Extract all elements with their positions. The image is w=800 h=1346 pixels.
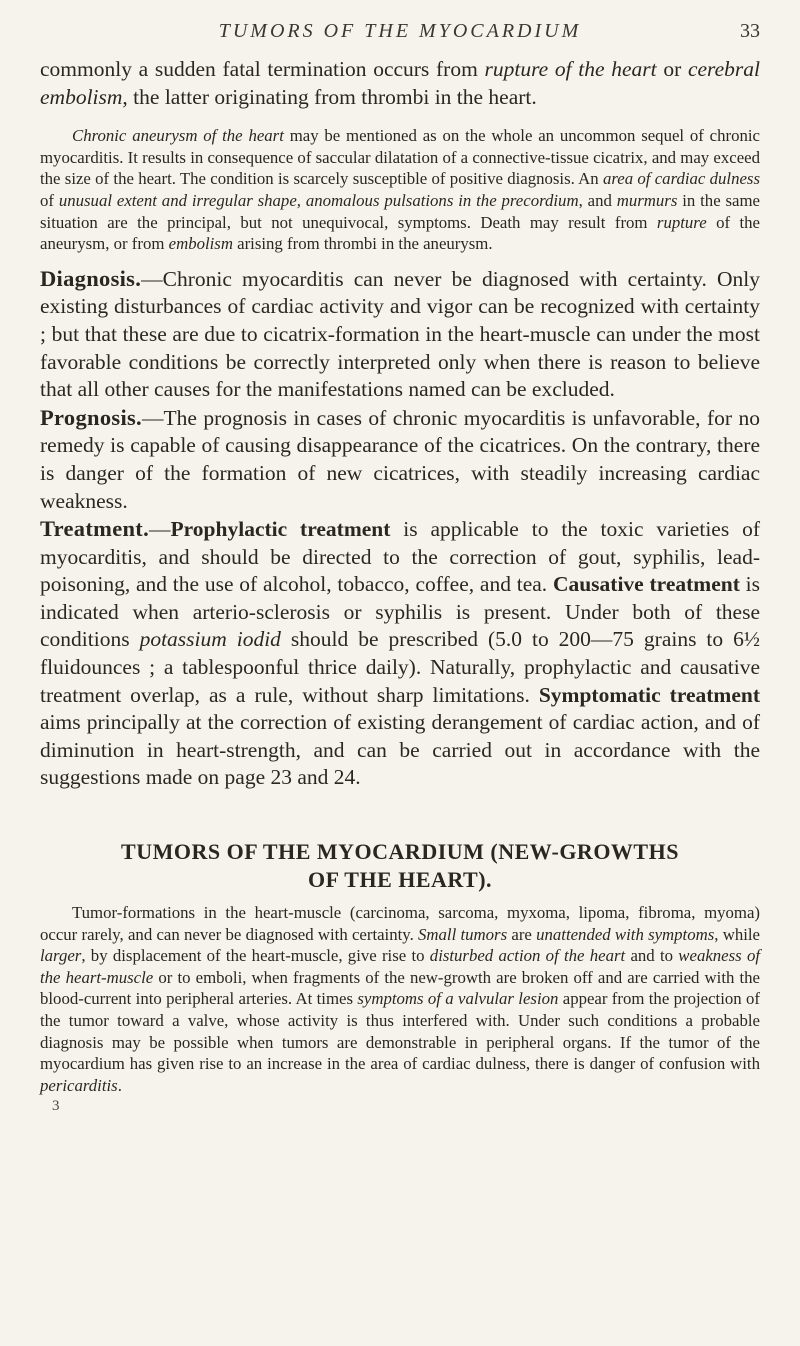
treatment-paragraph: Treatment.—Prophylactic treatment is applicable to the toxic varieties of myocarditis, and should be directed to the correction of gout, syphilis, lead-poisoning, and the use of alcohol, tobacco, coffee, and tea. Causative treatment is indicated when arterio-sclerosis or syphilis is present. Under both of these conditions potassium iodid should be prescribed (5.0 to 200—75 grains to 6½ fluidounces ; a tablespoonful thrice daily). Naturally, prophylactic and causative treatment overlap, as a rule, without sharp limitations. Symptomatic treatment aims principally at the correction of existing derangement of cardiac action, and of diminution in heart-strength, and can be carried out in accordance with the suggestions made on page 23 and 24. bbox=[40, 516, 760, 790]
running-head: TUMORS OF THE MYOCARDIUM bbox=[218, 20, 582, 42]
emphasis-rupture: rupture of the heart bbox=[484, 57, 657, 81]
page-body bbox=[40, 56, 760, 1115]
aneurysm-paragraph: Chronic aneurysm of the heart may be mentioned as on the whole an uncommon sequel of chronic myocarditis. It results in consequence of saccular dilatation of a connective-tissue cicatrix, and may exceed the size of the heart. The condition is scarcely susceptible of positive diagnosis. An area of cardiac dulness of unusual extent and irregular shape, anomalous pulsations in the precordium, and murmurs in the same situation are the principal, but not unequivocal, symptoms. Death may result from rupture of the aneurysm, or from embolism arising from thrombi in the aneurysm. bbox=[40, 126, 761, 254]
opening-paragraph: commonly a sudden fatal termination occurs from rupture of the heart or cerebral embolism, the latter originating from thrombi in the heart. bbox=[40, 57, 761, 109]
section-title: TUMORS OF THE MYOCARDIUM (NEW-GROWTHS OF THE HEART). bbox=[121, 839, 679, 893]
book-page bbox=[40, 0, 760, 1346]
diagnosis-paragraph: Diagnosis.—Chronic myocarditis can never be diagnosed with certainty. Only existing disturbances of cardiac activity and vigor can be recognized with certainty ; but that these are due to cicatrix-formation in the heart-muscle can under the most favorable conditions be correctly interpreted only when there is reason to believe that all other causes for the manifestations named can be excluded. bbox=[40, 265, 760, 402]
tumors-paragraph: Tumor-formations in the heart-muscle (carcinoma, sarcoma, myxoma, lipoma, fibroma, myoma) occur rarely, and can never be diagnosed with certainty. Small tumors are unattended with symptoms, while larger, by displacement of the heart-muscle, give rise to disturbed action of the heart and to weakness of the heart-muscle or to emboli, when fragments of the new-growth are broken off and are carried with the blood-current into peripheral arteries. At times symptoms of a valvular lesion appear from the projection of the tumor toward a valve, whose activity is thus interfered with. Under such conditions a probable diagnosis may be possible when tumors are demonstrable in peripheral organs. If the tumor of the myocardium has given rise to an increase in the area of cardiac dulness, there is danger of confusion with pericarditis. bbox=[40, 903, 760, 1095]
prognosis-paragraph: Prognosis.—The prognosis in cases of chronic myocarditis is unfavorable, for no remedy is capable of causing disappearance of the cicatrices. On the contrary, there is danger of the formation of new cicatrices, with steadily increasing cardiac weakness. bbox=[40, 404, 760, 513]
signature-mark: 3 bbox=[52, 1098, 60, 1115]
emphasis-embolism: cerebral embolism bbox=[40, 57, 761, 109]
prognosis-heading: Prognosis. bbox=[40, 404, 142, 430]
treatment-heading: Treatment. bbox=[40, 516, 150, 542]
diagnosis-heading: Diagnosis. bbox=[40, 265, 142, 291]
page-header bbox=[40, 20, 760, 50]
page-number: 33 bbox=[740, 20, 760, 42]
